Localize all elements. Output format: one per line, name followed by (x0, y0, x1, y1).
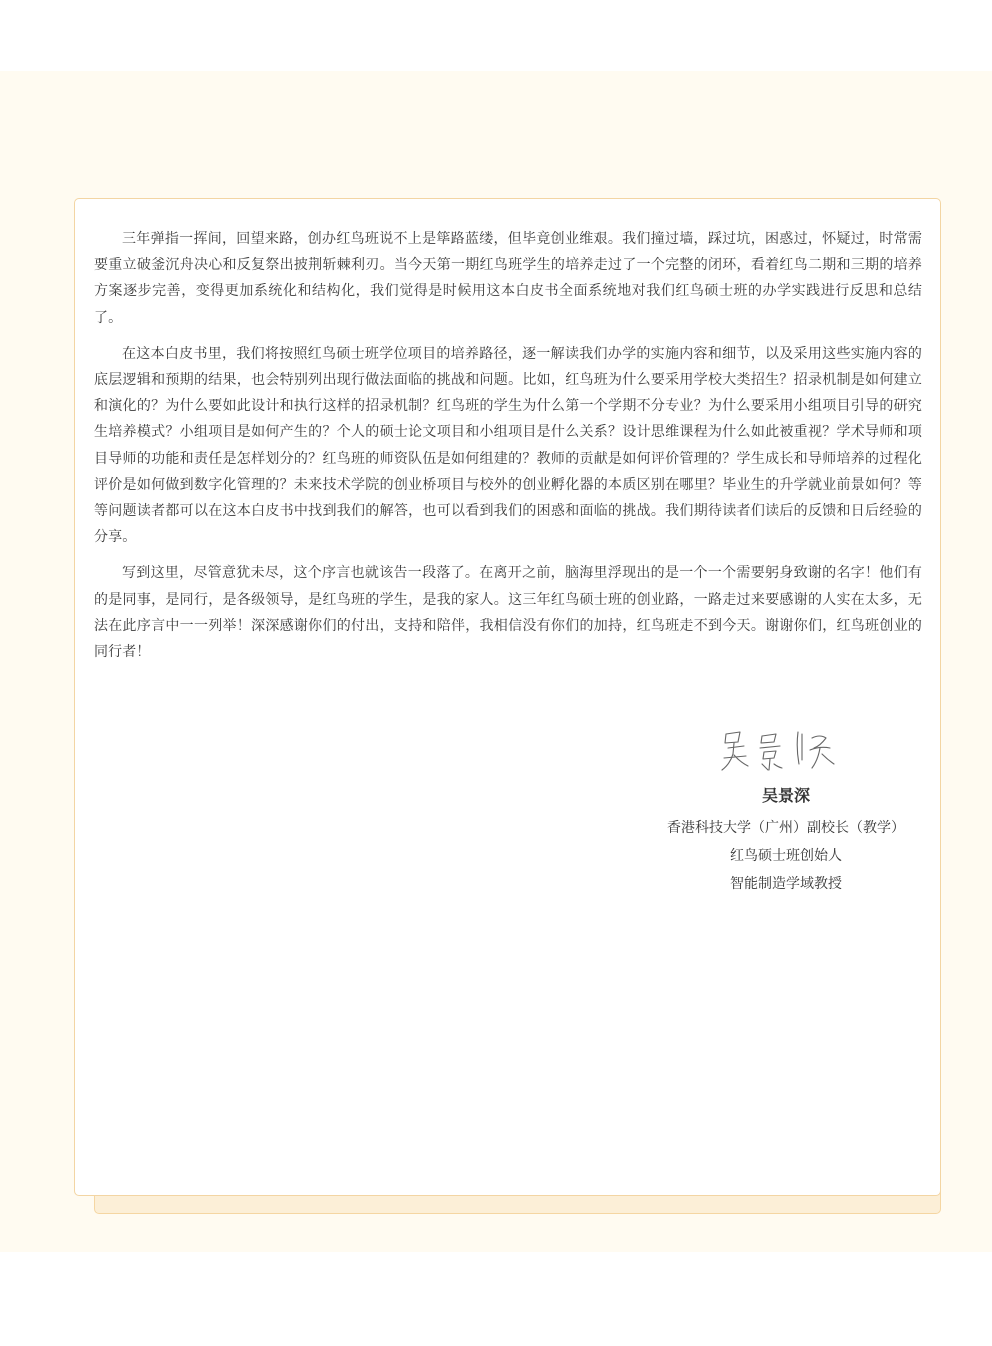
preface-paragraph-2: 在这本白皮书里，我们将按照红鸟硕士班学位项目的培养路径，逐一解读我们办学的实施内容和细节，以及采用这些实施内容的底层逻辑和预期的结果，也会特别列出现行做法面临的挑战和问题。比如，红鸟班为什么要采用学校大类招生？招录机制是如何建立和演化的？为什么要如此设计和执行这样的招录机制？红鸟班的学生为什么第一个学期不分专业？为什么要采用小组项目引导的研究生培养模式？小组项目是如何产生的？个人的硕士论文项目和小组项目是什么关系？设计思维课程为什么如此被重视？学术导师和项目导师的功能和责任是怎样划分的？红鸟班的师资队伍是如何组建的？教师的贡献是如何评价管理的？学生成长和导师培养的过程化评价是如何做到数字化管理的？未来技术学院的创业桥项目与校外的创业孵化器的本质区别在哪里？毕业生的升学就业前景如何？等等问题读者都可以在这本白皮书中找到我们的解答，也可以看到我们的困惑和面临的挑战。我们期待读者们读后的反馈和日后经验的分享。 (94, 345, 922, 546)
preface-paragraph-1: 三年弹指一挥间，回望来路，创办红鸟班说不上是筚路蓝缕，但毕竟创业维艰。我们撞过墙，踩过坑，困惑过，怀疑过，时常需要重立破釜沉舟决心和反复祭出披荆斩棘利刃。当今天第一期红鸟班学生的培养走过了一个完整的闭环，看着红鸟二期和三期的培养方案逐步完善，变得更加系统化和结构化，我们觉得是时候用这本白皮书全面系统地对我们红鸟硕士班的办学实践进行反思和总结了。 (94, 231, 922, 326)
preface-body (94, 226, 922, 675)
signer-title-founder: 红鸟硕士班创始人 (730, 848, 842, 864)
signer-titles (640, 814, 932, 898)
signer-title-professor: 智能制造学域教授 (730, 876, 842, 892)
handwritten-signature (716, 724, 844, 776)
signer-title-vice-president: 香港科技大学（广州）副校长（教学） (667, 820, 905, 836)
signer-name: 吴景深 (761, 786, 810, 805)
preface-paragraph-3: 写到这里，尽管意犹未尽，这个序言也就该告一段落了。在离开之前，脑海里浮现出的是一个一个需要躬身致谢的名字！他们有的是同事，是同行，是各级领导，是红鸟班的学生，是我的家人。这三年红鸟硕士班的创业路，一路走过来要感谢的人实在太多，无法在此序言中一一列举！深深感谢你们的付出，支持和陪伴，我相信没有你们的加持，红鸟班走不到今天。谢谢你们，红鸟班创业的同行者！ (94, 565, 922, 661)
